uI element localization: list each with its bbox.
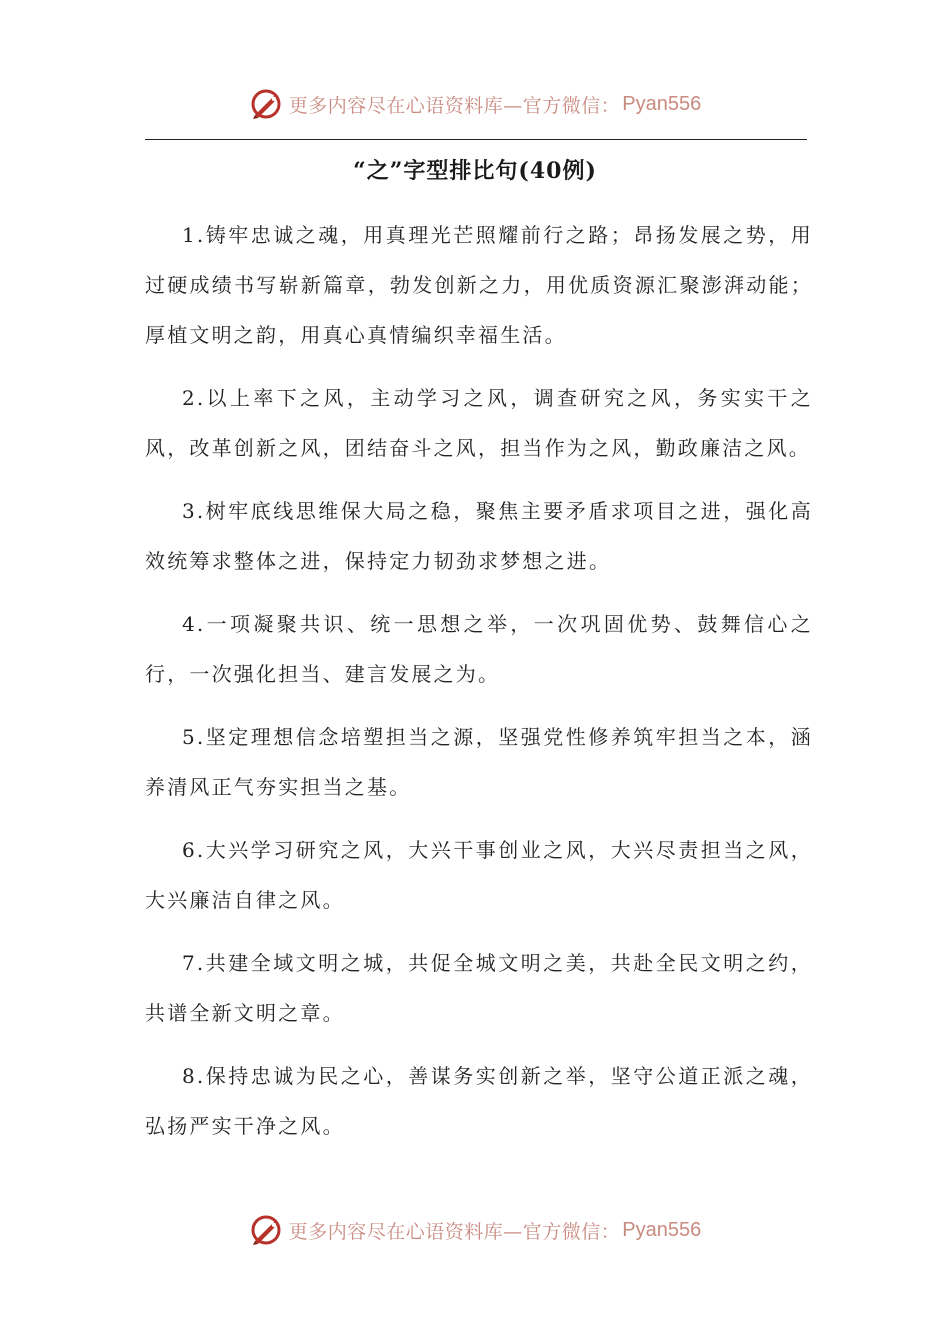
- paragraph-4: 4.一项凝聚共识、统一思想之举，一次巩固优势、鼓舞信心之行，一次强化担当、建言发展之为。: [145, 612, 813, 686]
- paragraph-3: 3.树牢底线思维保大局之稳，聚焦主要矛盾求项目之进，强化高效统筹求整体之进，保持定力韧劲求梦想之进。: [145, 499, 813, 573]
- header-banner: [0, 82, 950, 126]
- paragraph-6: 6.大兴学习研究之风，大兴干事创业之风，大兴尽责担当之风，大兴廉洁自律之风。: [145, 838, 813, 912]
- pen-logo-icon: [249, 1213, 283, 1247]
- paragraph-7: 7.共建全域文明之城，共促全城文明之美，共赴全民文明之约，共谱全新文明之章。: [145, 951, 813, 1025]
- header-rule: [145, 139, 807, 140]
- paragraph-1: 1.铸牢忠诚之魂，用真理光芒照耀前行之路；昂扬发展之势，用过硬成绩书写崭新篇章，勃发创新之力，用优质资源汇聚澎湃动能；厚植文明之韵，用真心真情编织幸福生活。: [145, 223, 813, 347]
- footer-banner-handle: Pyan556: [622, 1218, 702, 1241]
- header-banner-text: 更多内容尽在心语资料库—官方微信：: [288, 94, 621, 117]
- paragraph-5: 5.坚定理想信念培塑担当之源，坚强党性修养筑牢担当之本，涵养清风正气夯实担当之基。: [145, 725, 813, 799]
- footer-banner-text: 更多内容尽在心语资料库—官方微信：: [288, 1220, 621, 1243]
- paragraph-2: 2.以上率下之风，主动学习之风，调查研究之风，务实实干之风，改革创新之风，团结奋斗之风，担当作为之风，勤政廉洁之风。: [145, 386, 813, 460]
- document-body: [145, 210, 813, 1164]
- pen-logo-icon: [249, 87, 283, 121]
- paragraph-8: 8.保持忠诚为民之心，善谋务实创新之举，坚守公道正派之魂，弘扬严实干净之风。: [145, 1064, 813, 1138]
- footer-banner: [0, 1208, 950, 1252]
- header-banner-handle: Pyan556: [622, 92, 702, 115]
- page-title: “之”字型排比句(40例): [353, 158, 597, 184]
